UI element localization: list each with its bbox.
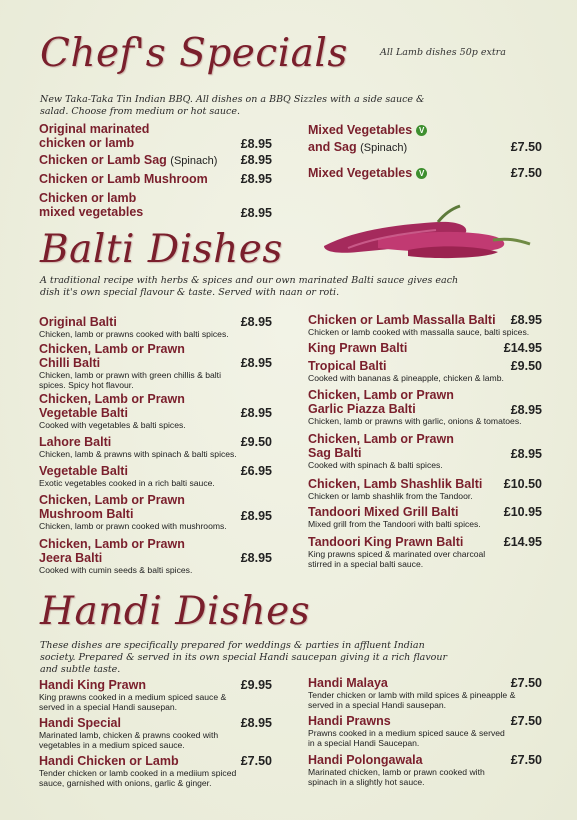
item-price: £10.95 (503, 505, 542, 519)
chefs-specials-title: Chef's Specials (40, 31, 348, 76)
item-name-line2: mixed vegetables (39, 205, 144, 219)
item-name-sub: (Spinach) (360, 142, 408, 154)
item-name: Handi Special (39, 716, 121, 730)
item-description: Chicken, lamb or prawns with garlic, onions & tomatoes. (308, 416, 522, 426)
item-name: Vegetable Balti (39, 464, 128, 478)
balti-intro: A traditional recipe with herbs & spices and our own marinated Balti sauce gives each dish it's own special flavour & taste. Served with naan or roti. (40, 275, 459, 298)
balti-dishes-title: Balti Dishes (40, 227, 283, 272)
item-price: £8.95 (240, 716, 272, 730)
item-name-line2: Mushroom Balti (39, 507, 134, 521)
item-name: Mixed Vegetables (308, 166, 413, 180)
item-description: Exotic vegetables cooked in a rich balti sauce. (39, 478, 215, 488)
item-description: Mixed grill from the Tandoori with balti spices. (308, 519, 481, 529)
item-price: £8.95 (240, 406, 272, 420)
item-name: Chicken or lamb (39, 191, 137, 205)
item-description: Tender chicken or lamb with mild spices & pineapple & served in a special Handi sausepan. (308, 690, 516, 710)
veg-badge-icon: V (416, 125, 427, 136)
item-description: Cooked with bananas & pineapple, chicken & lamb. (308, 373, 504, 383)
item-name: Chicken, Lamb or Prawn (39, 392, 185, 406)
item-name: Mixed Vegetables (308, 123, 413, 137)
item-name-line2: chicken or lamb (39, 136, 135, 150)
item-description: Marinated chicken, lamb or prawn cooked with spinach in a slightly hot sauce. (308, 767, 485, 787)
item-description: Cooked with cumin seeds & balti spices. (39, 565, 193, 575)
item-name-line2: Vegetable Balti (39, 406, 128, 420)
menu-item (308, 341, 508, 355)
menu-item (308, 166, 508, 180)
item-name: Chicken or Lamb Sag (39, 153, 167, 167)
chefs-intro: New Taka-Taka Tin Indian BBQ. All dishes on a BBQ Sizzles with a side sauce & salad. Choose from medium or hot sauce. (40, 94, 425, 117)
item-price: £7.50 (510, 166, 542, 180)
item-name: Chicken, Lamb or Prawn (39, 493, 185, 507)
handi-intro: These dishes are specifically prepared for weddings & parties in affluent Indian society. Prepared & served in its own special Handi saucepan giving it a rich flavour and subtle taste. (40, 640, 448, 675)
item-price: £8.95 (510, 313, 542, 327)
item-price: £9.95 (240, 678, 272, 692)
item-description: Tender chicken or lamb cooked in a mediium spiced sauce, garnished with onions, garlic & ginger. (39, 768, 237, 788)
item-name: Chicken or Lamb Mushroom (39, 172, 208, 186)
item-price: £7.50 (510, 140, 542, 154)
item-price: £8.95 (240, 206, 272, 220)
item-description: Chicken, lamb or prawn with green chillis & balti spices. Spicy hot flavour. (39, 370, 221, 390)
item-name: Handi Malaya (308, 676, 388, 690)
item-name: Tandoori King Prawn Balti (308, 535, 464, 549)
menu-item (39, 342, 234, 390)
item-name: Chicken, Lamb or Prawn (39, 342, 185, 356)
menu-item (39, 392, 234, 430)
item-name-line2: Chilli Balti (39, 356, 101, 370)
item-price: £9.50 (240, 435, 272, 449)
item-name: Chicken or Lamb Massalla Balti (308, 313, 496, 327)
item-name: Original Balti (39, 315, 117, 329)
item-price: £8.95 (240, 509, 272, 523)
handi-dishes-title: Handi Dishes (40, 589, 311, 634)
item-price: £10.50 (503, 477, 542, 491)
item-name-line2: Sag Balti (308, 446, 362, 460)
menu-item (308, 535, 503, 569)
item-name: King Prawn Balti (308, 341, 408, 355)
item-name: Chicken, Lamb or Prawn (308, 432, 454, 446)
item-name: Handi King Prawn (39, 678, 146, 692)
item-price: £7.50 (510, 753, 542, 767)
item-description: Chicken or lamb shashlik from the Tandoor. (308, 491, 473, 501)
item-price: £8.95 (240, 551, 272, 565)
item-name: Lahore Balti (39, 435, 112, 449)
item-name: Handi Prawns (308, 714, 391, 728)
item-description: King prawns spiced & marinated over charcoal stirred in a special balti sauce. (308, 549, 486, 569)
item-description: King prawns cooked in a medium spiced sauce & served in a special Handi sausepan. (39, 692, 227, 712)
item-description: Marinated lamb, chicken & prawns cooked with vegetables in a medium spiced sauce. (39, 730, 219, 750)
item-name: Handi Polongawala (308, 753, 423, 767)
item-name-line2: Garlic Piazza Balti (308, 402, 416, 416)
item-name-sub: (Spinach) (170, 155, 218, 167)
item-price: £9.50 (510, 359, 542, 373)
item-price: £7.50 (510, 676, 542, 690)
item-price: £14.95 (503, 535, 542, 549)
lamb-extra-note: All Lamb dishes 50p extra (380, 47, 506, 58)
item-name: Handi Chicken or Lamb (39, 754, 179, 768)
item-name: Chicken, Lamb or Prawn (39, 537, 185, 551)
item-price: £8.95 (240, 315, 272, 329)
item-description: Chicken, lamb or prawns cooked with balti spices. (39, 329, 229, 339)
item-name: Original marinated (39, 122, 150, 136)
veg-badge-icon: V (416, 168, 427, 179)
item-name: Chicken, Lamb Shashlik Balti (308, 477, 483, 491)
item-price: £7.50 (240, 754, 272, 768)
item-name: Chicken, Lamb or Prawn (308, 388, 454, 402)
item-description: Cooked with vegetables & balti spices. (39, 420, 186, 430)
item-price: £7.50 (510, 714, 542, 728)
item-price: £8.95 (240, 153, 272, 167)
item-price: £8.95 (510, 403, 542, 417)
item-name: Tandoori Mixed Grill Balti (308, 505, 459, 519)
item-price: £8.95 (240, 356, 272, 370)
item-description: Cooked with spinach & balti spices. (308, 460, 443, 470)
item-price: £6.95 (240, 464, 272, 478)
item-description: Chicken or lamb cooked with massalla sauce, balti spices. (308, 327, 530, 337)
item-price: £8.95 (240, 137, 272, 151)
item-price: £8.95 (510, 447, 542, 461)
item-name: Tropical Balti (308, 359, 387, 373)
item-price: £8.95 (240, 172, 272, 186)
item-description: Chicken, lamb or prawn cooked with mushrooms. (39, 521, 227, 531)
item-description: Chicken, lamb & prawns with spinach & balti spices. (39, 449, 237, 459)
chilli-peppers-image (318, 200, 533, 262)
item-name-line2: and Sag (308, 140, 357, 154)
menu-item (308, 123, 508, 155)
item-description: Prawns cooked in a medium spiced sauce & served in a special Handi Saucepan. (308, 728, 505, 748)
menu-item (308, 753, 508, 787)
item-price: £14.95 (503, 341, 542, 355)
item-name-line2: Jeera Balti (39, 551, 103, 565)
